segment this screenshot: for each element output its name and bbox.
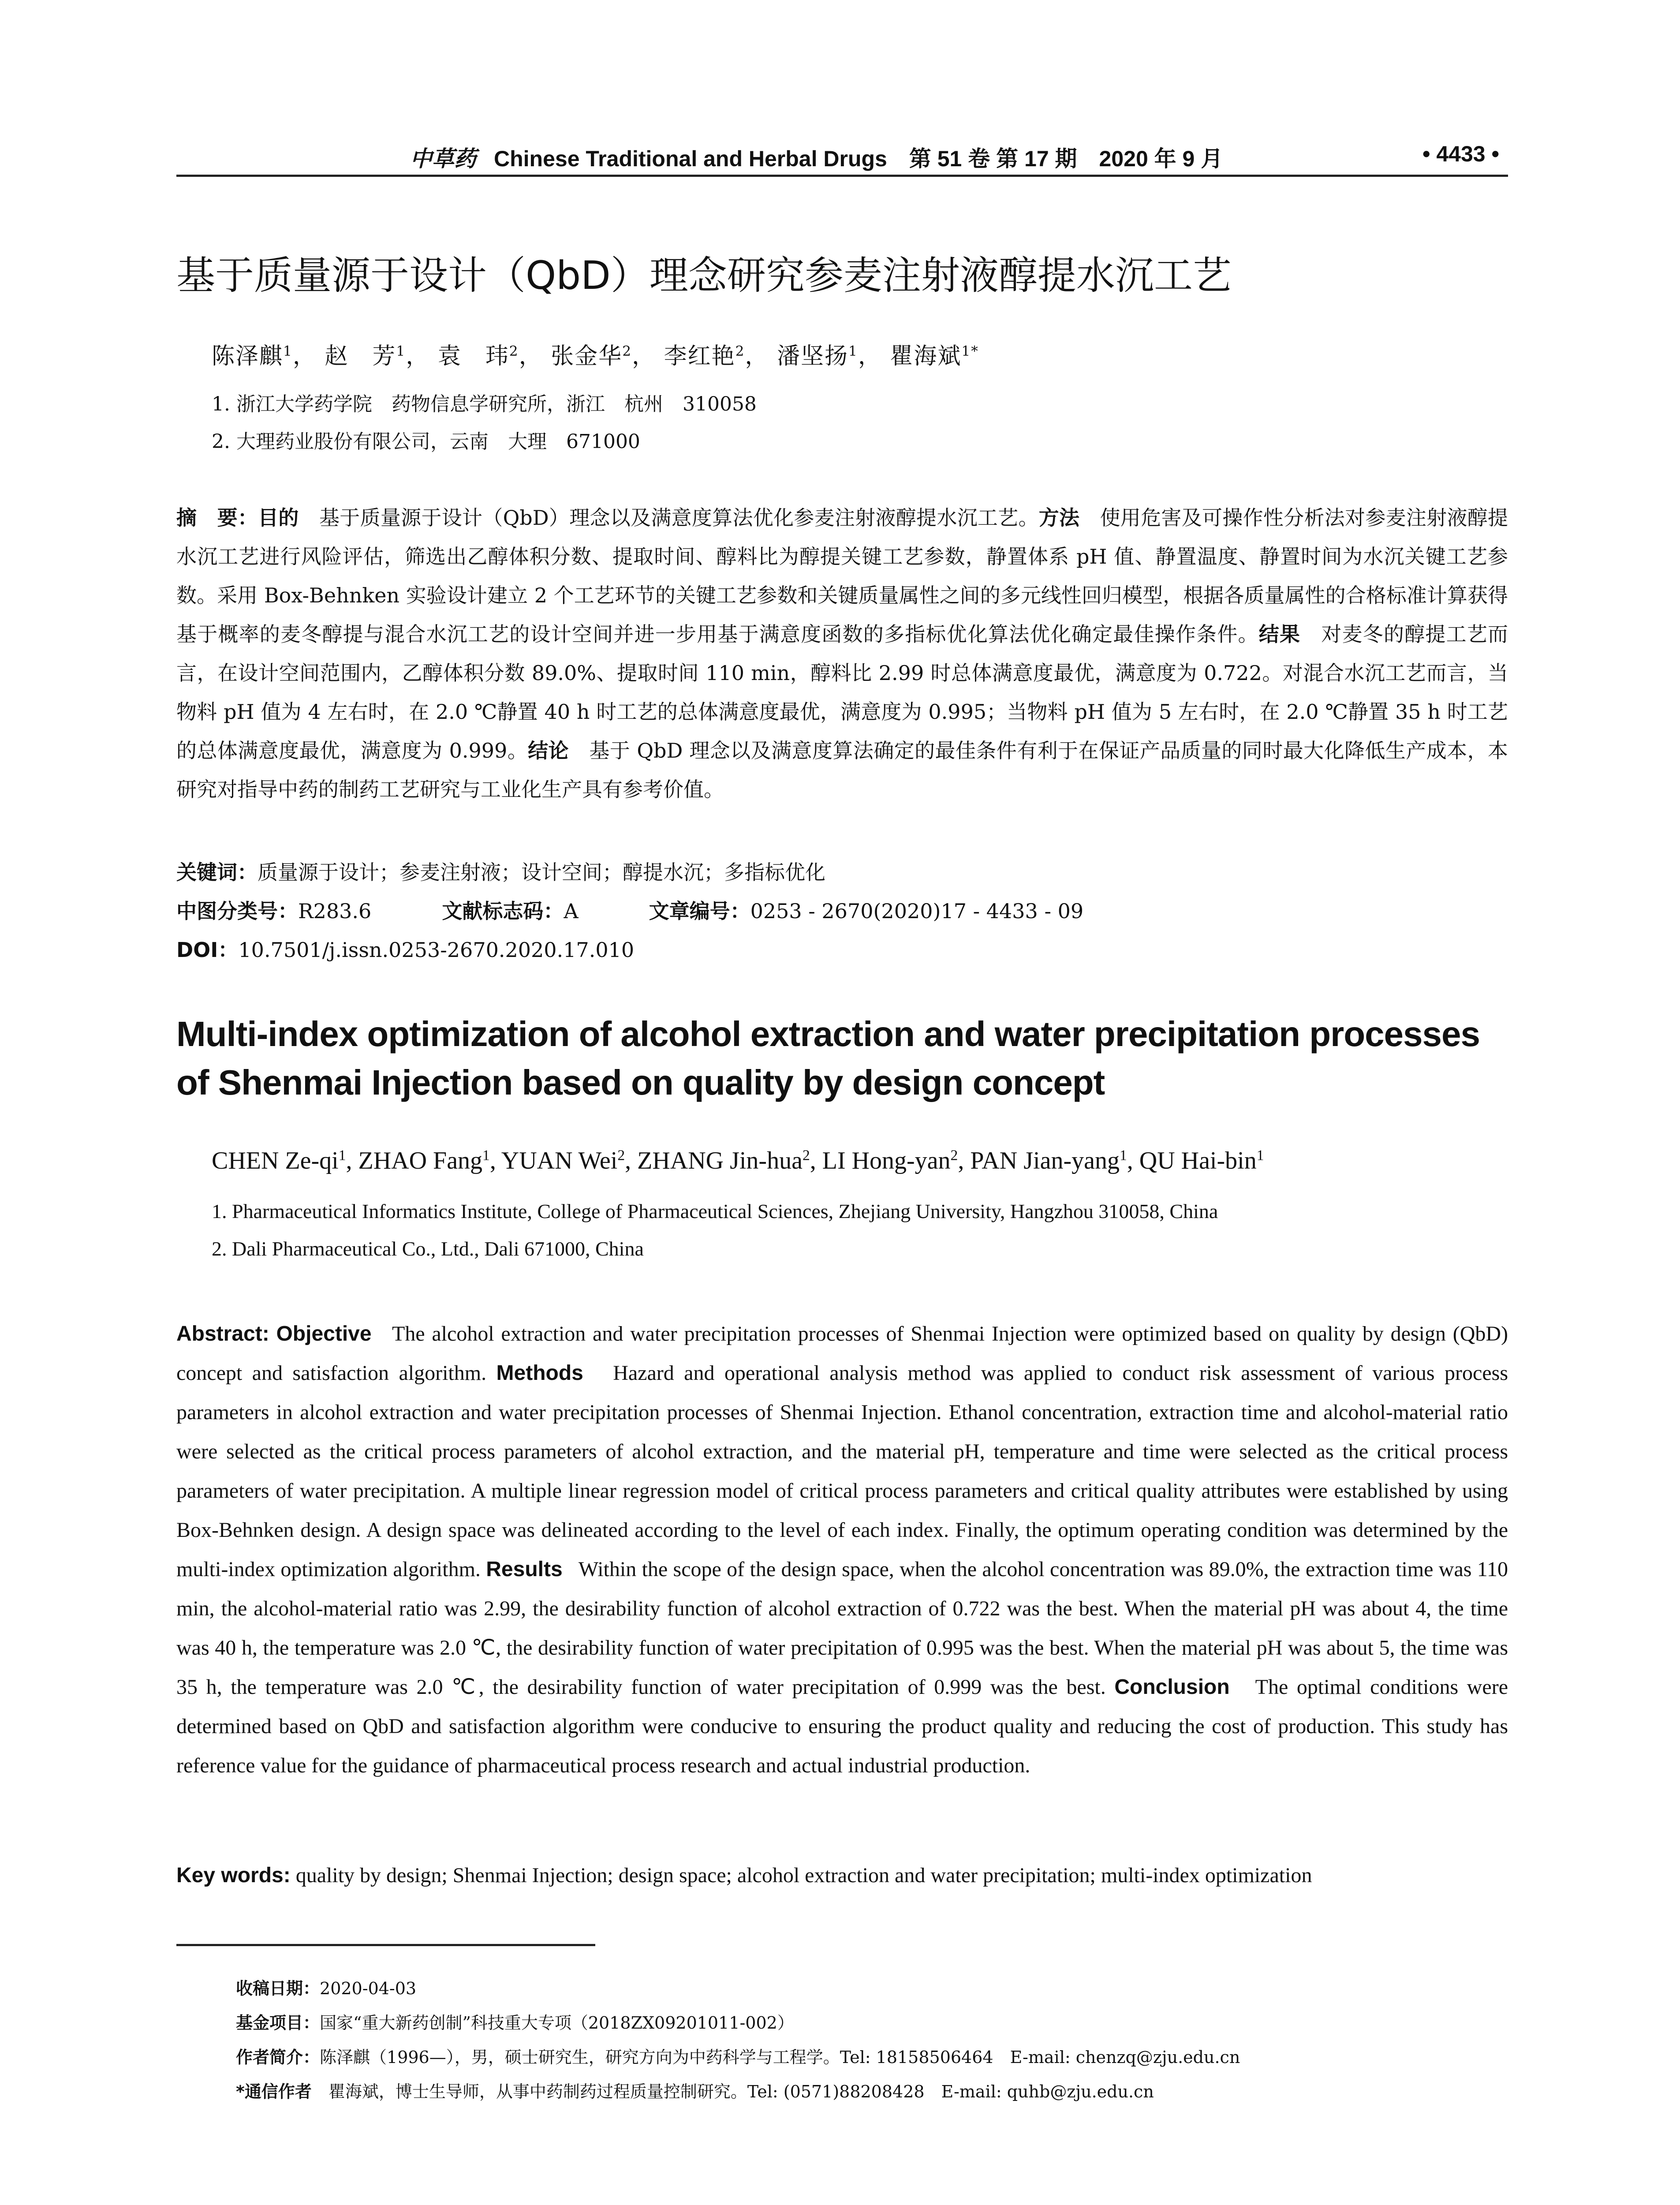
cn-author-aff: 1* xyxy=(961,343,979,359)
journal-issue-line: Chinese Traditional and Herbal Drugs 第 51 卷 第 17 期 2020 年 9 月 xyxy=(494,146,1223,171)
cn-article-value: 0253 - 2670(2020)17 - 4433 - 09 xyxy=(750,899,1084,923)
cn-article-label: 文章编号： xyxy=(649,899,750,923)
cn-title: 基于质量源于设计（QbD）理念研究参麦注射液醇提水沉工艺 xyxy=(176,253,1232,298)
footnote-text: 陈泽麒（1996—），男，硕士研究生，研究方向为中药科学与工程学。Tel: 18158506464 E-mail: chenzq@zju.edu.cn xyxy=(320,2048,1240,2067)
cn-author: 瞿海斌 xyxy=(890,343,962,370)
cn-author-aff: 1 xyxy=(396,343,406,359)
en-author: PAN Jian-yang xyxy=(970,1147,1120,1174)
cn-author-aff: 2 xyxy=(622,343,632,359)
en-author: ZHANG Jin-hua xyxy=(637,1147,803,1174)
en-abstract xyxy=(176,1314,1508,1785)
en-title: Multi-index optimization of alcohol extraction and water precipitation processes of Shenmai Injection based on quality by design concept xyxy=(176,1014,1480,1102)
cn-author: 张金华 xyxy=(551,343,623,370)
en-objective-text: The alcohol extraction and water precipitation processes of Shenmai Injection were optimized based on quality by design (QbD) concept and satisfaction algorithm. xyxy=(176,1322,1508,1385)
cn-author: 赵 芳 xyxy=(325,343,396,370)
cn-doccode-label: 文献标志码： xyxy=(442,899,564,923)
cn-classification xyxy=(176,895,1083,924)
cn-objective-text: 基于质量源于设计（QbD）理念以及满意度算法优化参麦注射液醇提水沉工艺。 xyxy=(319,506,1039,530)
cn-author-aff: 1 xyxy=(283,343,293,359)
cn-abstract-label: 摘 要： xyxy=(176,506,258,530)
cn-author: 李红艳 xyxy=(664,343,735,370)
cn-results-text: 对麦冬的醇提工艺而言，在设计空间范围内，乙醇体积分数 89.0%、提取时间 110 min，醇料比 2.99 时总体满意度最优，满意度为 0.722。对混合水沉工艺而言，当物料 pH 值为 4 左右时，在 2.0 ℃静置 40 h 时工艺的总体满意度最优，满意度为 0.995；当物料 pH 值为 5 左右时，在 2.0 ℃静置 35 h 时工艺的总体满意度最优，满意度为 0.999。 xyxy=(176,622,1508,762)
cn-author-list: 陈泽麒$^1$， 赵 芳$^1$， 袁 玮$^2$， 张金华$^2$， 李红艳$^2$， 潘坚扬$^1$， 瞿海斌$^{1*}$ xyxy=(212,343,979,370)
footnote-divider xyxy=(176,1944,595,1946)
cn-author: 袁 玮 xyxy=(437,343,509,370)
footnote-text: 瞿海斌，博士生导师，从事中药制药过程质量控制研究。Tel: (0571)88208428 E-mail: quhb@zju.edu.cn xyxy=(328,2082,1154,2101)
journal-cn-name: 中草药 xyxy=(410,146,476,172)
en-author: YUAN Wei xyxy=(501,1147,618,1174)
cn-author: 陈泽麒 xyxy=(212,343,284,370)
footnote-label: 收稿日期： xyxy=(236,1979,320,1998)
en-methods-label: Methods xyxy=(496,1361,583,1385)
en-keywords xyxy=(176,1863,1521,1887)
footnote-funding xyxy=(236,2006,1515,2040)
en-author-aff: 1 xyxy=(1119,1147,1127,1164)
footnote-text: 国家“重大新药创制”科技重大专项（2018ZX09201011-002） xyxy=(320,2013,794,2033)
en-affiliation-1: 1. Pharmaceutical Informatics Institute, College of Pharmaceutical Sciences, Zhejiang University, Hangzhou 310058, China xyxy=(212,1200,1218,1222)
doi-value: 10.7501/j.issn.0253-2670.2020.17.010 xyxy=(238,938,635,962)
cn-author-aff: 2 xyxy=(735,343,745,359)
en-author-aff: 1 xyxy=(1256,1147,1264,1164)
cn-methods-label: 方法 xyxy=(1038,506,1080,530)
cn-author: 潘坚扬 xyxy=(777,343,848,370)
cn-doccode-value: A xyxy=(564,899,579,923)
en-author: LI Hong-yan xyxy=(822,1147,951,1174)
cn-keywords-text: 质量源于设计；参麦注射液；设计空间；醇提水沉；多指标优化 xyxy=(258,860,825,884)
cn-keywords-label: 关键词： xyxy=(176,860,258,884)
footnotes xyxy=(236,1971,1515,2109)
en-author-aff: 1 xyxy=(338,1147,346,1164)
en-author-list: CHEN $Ze-qi^1$, ZHAO Fang$^1$, YUAN Wei$^2$, ZHANG Jin-hua$^2$, LI Hong-yan$^2$, PAN Jian-yang$^1$, QU Hai-bin$^1$ xyxy=(212,1147,1264,1174)
en-author: CHEN Ze-qi xyxy=(212,1147,339,1174)
footnote-label: *通信作者 xyxy=(236,2082,329,2101)
en-conclusion-label: Conclusion xyxy=(1114,1675,1230,1699)
footnote-corresponding xyxy=(236,2074,1515,2109)
en-author: QU Hai-bin xyxy=(1139,1147,1257,1174)
cn-class-value: R283.6 xyxy=(298,899,372,923)
footnote-label: 基金项目： xyxy=(236,2013,320,2033)
cn-affiliation-1: 1. 浙江大学药学院 药物信息学研究所，浙江 杭州 310058 xyxy=(212,393,757,415)
cn-class-label: 中图分类号： xyxy=(176,899,298,923)
en-objective-label: Objective xyxy=(276,1322,372,1345)
en-author-aff: 2 xyxy=(617,1147,625,1164)
en-author-aff: 2 xyxy=(950,1147,958,1164)
en-affiliation-2: 2. Dali Pharmaceutical Co., Ltd., Dali 671000, China xyxy=(212,1237,644,1260)
en-results-text: Within the scope of the design space, when the alcohol concentration was 89.0%, the extraction time was 110 min, the alcohol-material ratio was 2.99, the desirability function of alcohol extraction of 0.722 was the best. When the material pH was about 4, the time was 40 h, the temperature was 2.0 ℃, the desirability function of water precipitation of 0.995 was the best. When the material pH was about 5, the time was 35 h, the temperature was 2.0 ℃, the desirability function of water precipitation of 0.999 was the best. xyxy=(176,1558,1508,1699)
running-header xyxy=(176,132,1508,177)
cn-author-aff: 2 xyxy=(509,343,519,359)
cn-conclusion-label: 结论 xyxy=(528,739,569,762)
en-keywords-label: Key words: xyxy=(176,1864,291,1887)
footnote-text: 2020-04-03 xyxy=(320,1979,417,1998)
en-methods-text: Hazard and operational analysis method was applied to conduct risk assessment of various process parameters in alcohol extraction and water precipitation processes of Shenmai Injection. Ethanol concentration, extraction time and alcohol-material ratio were selected as the critical process parameters of alcohol extraction, and the material pH, temperature and time were selected as the critical process parameters of water precipitation. A multiple linear regression model of critical process parameters and critical quality attributes were established by using Box-Behnken design. A design space was delineated according to the level of each index. Finally, the optimum operating condition was determined by the multi-index optimization algorithm. xyxy=(176,1361,1508,1581)
journal-info xyxy=(410,141,1223,173)
en-abstract-label: Abstract: xyxy=(176,1322,269,1345)
cn-author-aff: 1 xyxy=(848,343,858,359)
footnote-label: 作者简介： xyxy=(236,2048,320,2067)
cn-keywords xyxy=(176,856,825,886)
cn-results-label: 结果 xyxy=(1258,622,1301,646)
page-number: • 4433 • xyxy=(1422,142,1499,166)
cn-objective-label: 目的 xyxy=(258,506,299,530)
doi-label: DOI： xyxy=(176,938,239,962)
en-author: ZHAO Fang xyxy=(358,1147,483,1174)
en-author-aff: 1 xyxy=(482,1147,490,1164)
en-results-label: Results xyxy=(486,1558,563,1581)
en-conclusion-text: The optimal conditions were determined based on QbD and satisfaction algorithm were conducive to ensuring the product quality and reducing the cost of production. This study has reference value for the guidance of pharmaceutical process research and actual industrial production. xyxy=(176,1675,1508,1777)
footnote-author-bio xyxy=(236,2040,1515,2074)
en-keywords-text: quality by design; Shenmai Injection; design space; alcohol extraction and water precipitation; multi-index optimization xyxy=(295,1864,1312,1887)
en-author-aff: 2 xyxy=(802,1147,810,1164)
footnote-received xyxy=(236,1971,1515,2006)
cn-doi xyxy=(176,934,634,963)
cn-conclusion-text: 基于 QbD 理念以及满意度算法确定的最佳条件有利于在保证产品质量的同时最大化降低生产成本，本研究对指导中药的制药工艺研究与工业化生产具有参考价值。 xyxy=(176,739,1508,801)
cn-affiliation-2: 2. 大理药业股份有限公司，云南 大理 671000 xyxy=(212,430,640,453)
cn-methods-text: 使用危害及可操作性分析法对参麦注射液醇提水沉工艺进行风险评估，筛选出乙醇体积分数、提取时间、醇料比为醇提关键工艺参数，静置体系 pH 值、静置温度、静置时间为水沉关键工艺参数。采用 Box-Behnken 实验设计建立 2 个工艺环节的关键工艺参数和关键质量属性之间的多元线性回归模型，根据各质量属性的合格标准计算获得基于概率的麦冬醇提与混合水沉工艺的设计空间并进一步用基于满意度函数的多指标优化算法优化确定最佳操作条件。 xyxy=(176,506,1508,646)
cn-abstract xyxy=(176,498,1508,809)
